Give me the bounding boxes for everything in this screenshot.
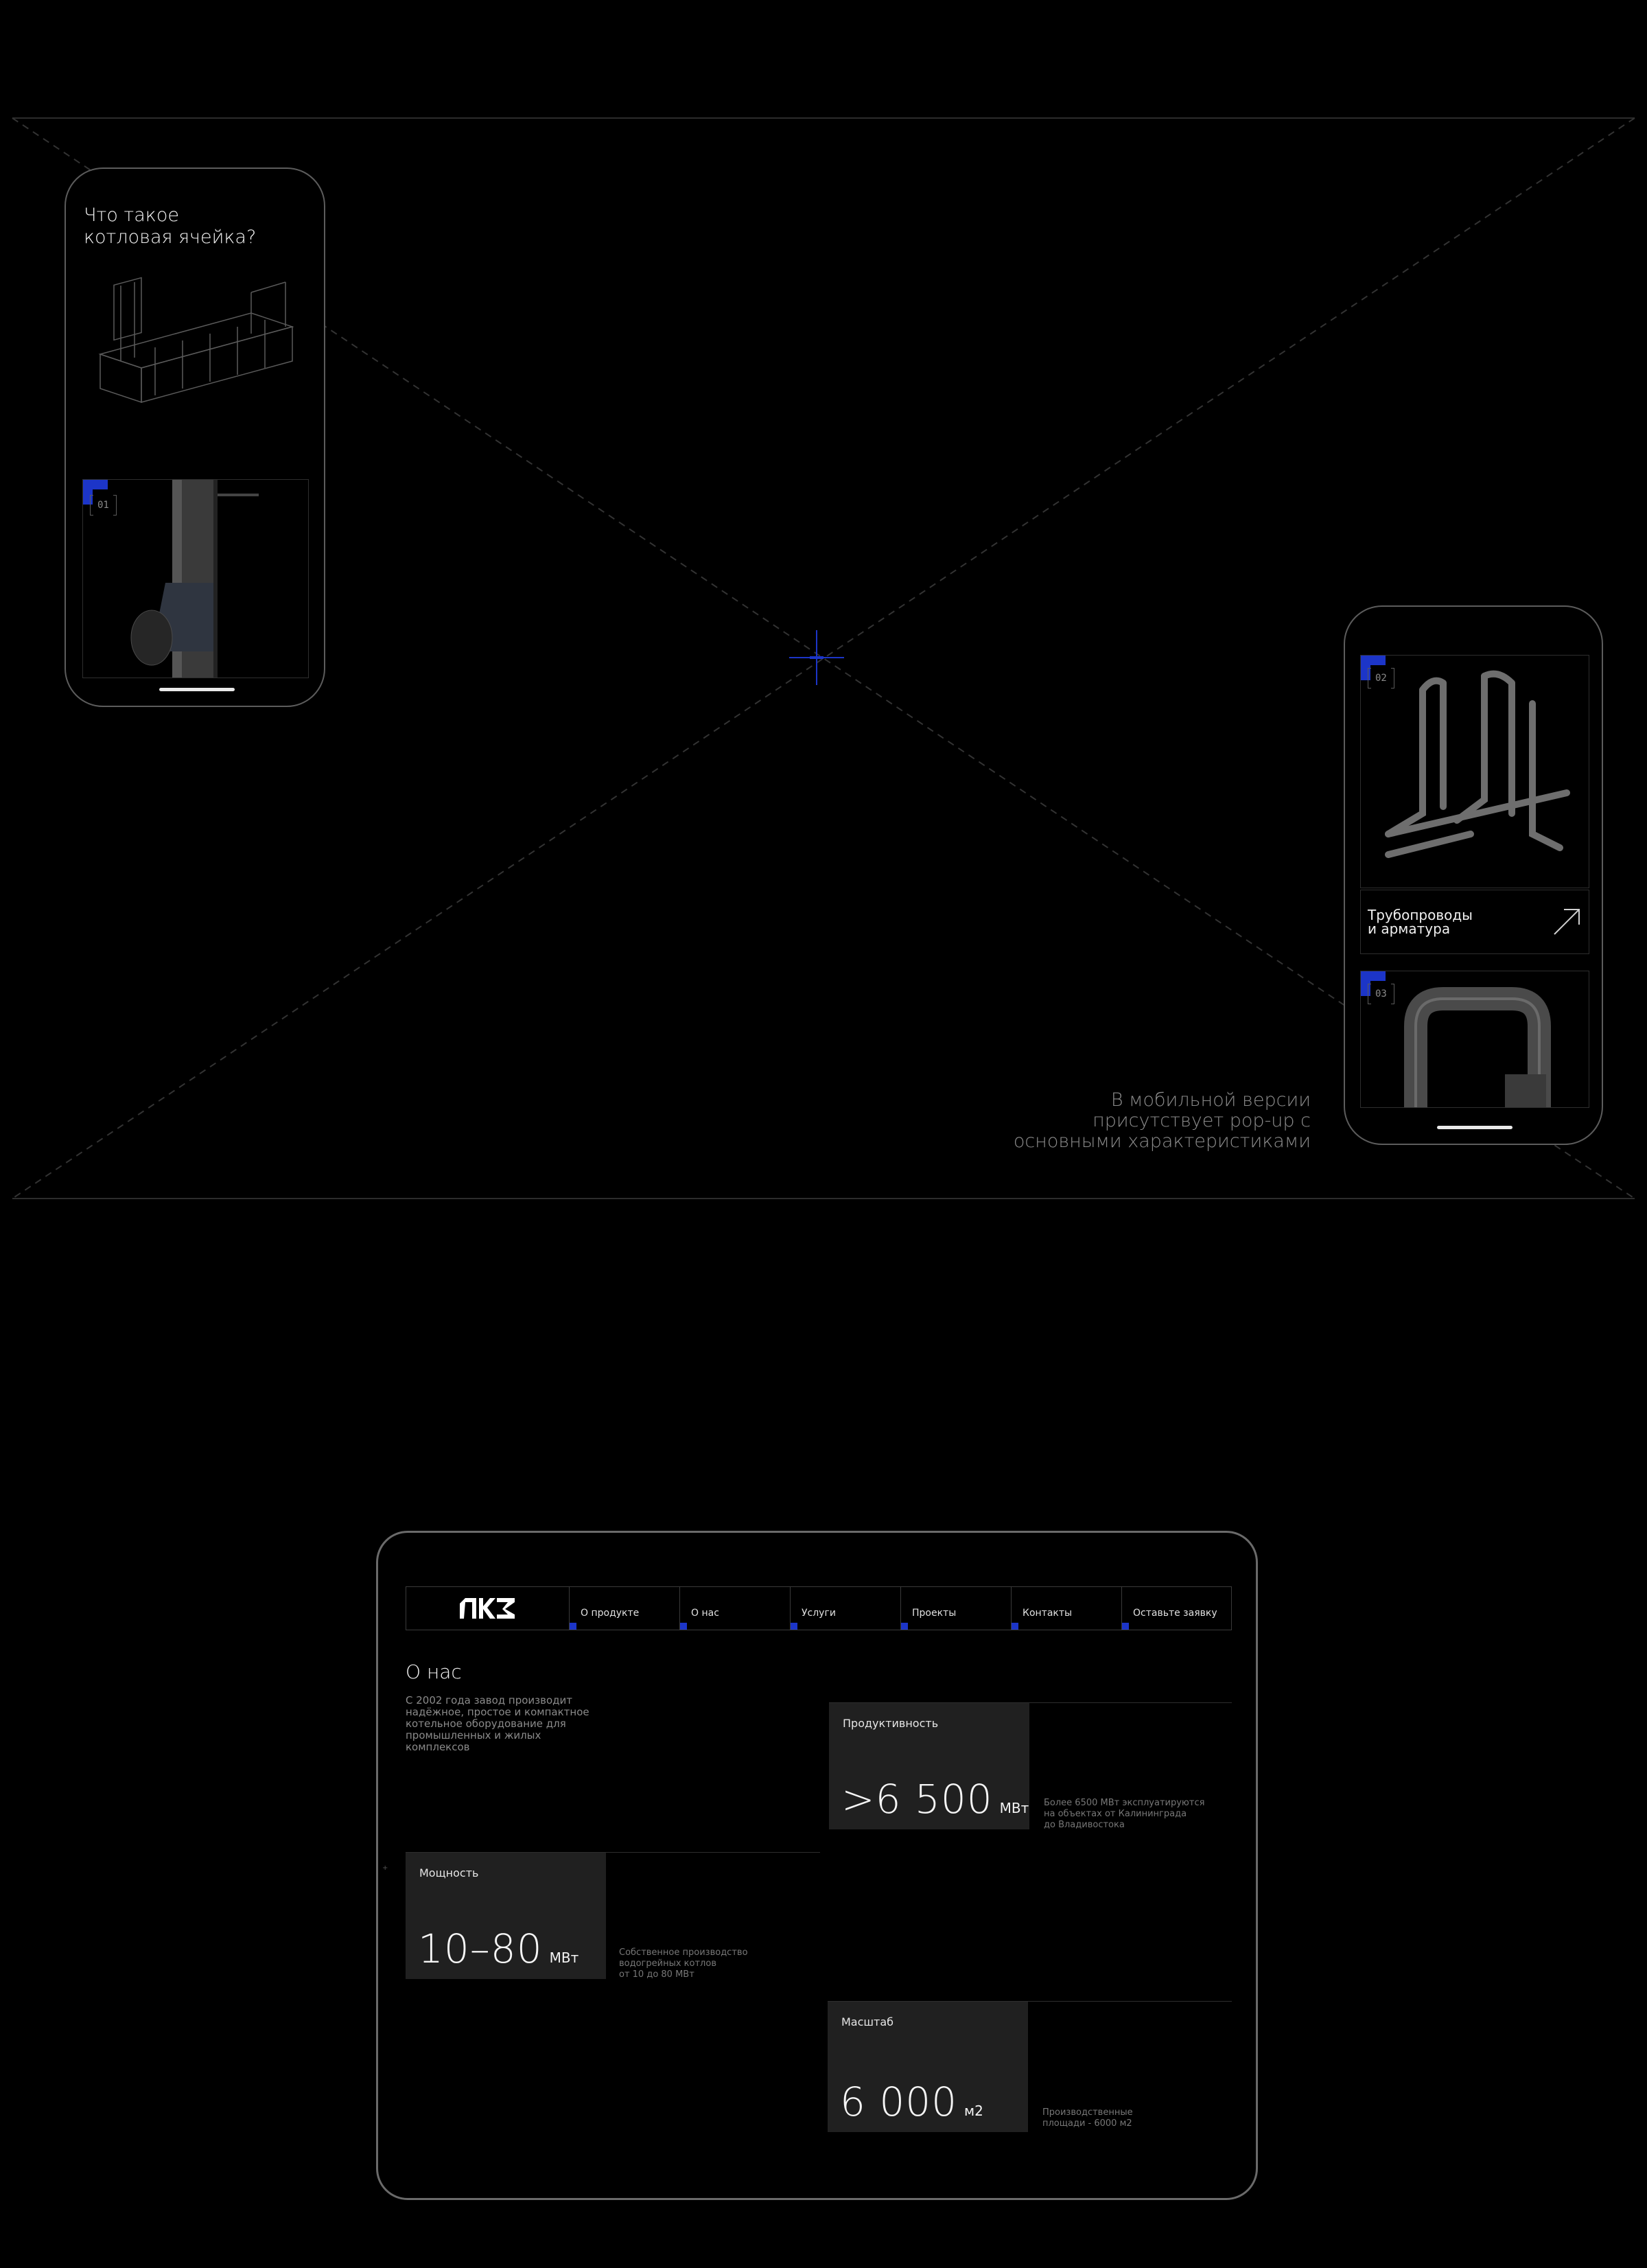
stat-unit: МВт (999, 1800, 1029, 1816)
arrow-up-right-icon[interactable] (1552, 907, 1582, 937)
home-indicator (1437, 1126, 1512, 1129)
stat-description (1044, 1798, 1222, 1831)
product-card-01[interactable] (82, 479, 309, 678)
phone-mockup-left (65, 167, 325, 707)
nav-marker (1122, 1623, 1129, 1630)
nav-marker (1012, 1623, 1018, 1630)
card-number (90, 495, 117, 516)
stat-number: 10–80 (418, 1925, 543, 1972)
stat-unit: МВт (549, 1949, 579, 1966)
pipes-image (1375, 662, 1580, 882)
nav-label: Контакты (1023, 1608, 1073, 1619)
mobile-popup-note (954, 1090, 1311, 1152)
top-navigation (406, 1586, 1232, 1630)
phone-title (84, 205, 256, 248)
chimney-image (124, 480, 289, 678)
logo-icon[interactable] (460, 1598, 515, 1619)
note-line: В мобильной версии (1110, 1089, 1311, 1111)
nav-label: О нас (691, 1608, 719, 1619)
phone-title-line: котловая ячейка? (84, 227, 257, 248)
home-indicator (159, 688, 235, 691)
caption-line: и арматура (1368, 921, 1451, 937)
nav-label: Услуги (802, 1608, 836, 1619)
note-line: основными характеристиками (1013, 1131, 1311, 1152)
nav-item-contacts[interactable] (1012, 1587, 1122, 1630)
stat-number: 6 000 (840, 2079, 958, 2125)
nav-label: Оставьте заявку (1133, 1608, 1217, 1619)
nav-label: Проекты (912, 1608, 957, 1619)
nav-item-about-product[interactable] (570, 1587, 680, 1630)
stat-desc-line: водогрейных котлов (619, 1958, 716, 1969)
stat-desc-line: до Владивостока (1044, 1820, 1125, 1830)
boiler-image (86, 272, 306, 409)
stat-value (418, 1925, 579, 1972)
crosshair-icon (789, 630, 844, 685)
section-title: О нас (406, 1660, 462, 1683)
stat-card-power (406, 1853, 606, 1979)
stat-value (841, 1776, 1029, 1822)
stat-desc-line: Собственное производство (619, 1947, 748, 1958)
plus-marker: + (382, 1864, 388, 1872)
nav-item-projects[interactable] (901, 1587, 1012, 1630)
stat-desc-line: площади - 6000 м2 (1042, 2118, 1132, 2129)
stat-card-scale (828, 2002, 1028, 2132)
stat-label: Продуктивность (843, 1717, 939, 1730)
card-number-text: 02 (1375, 673, 1387, 684)
stat-description (619, 1947, 797, 1980)
logo-cell[interactable] (406, 1587, 570, 1630)
stat-label: Мощность (419, 1866, 479, 1879)
card-caption-text (1368, 908, 1473, 936)
nav-item-about-us[interactable] (680, 1587, 791, 1630)
stat-desc-line: на объектах от Калининграда (1044, 1809, 1187, 1819)
caption-line: Трубопроводы (1368, 907, 1473, 923)
tablet-mockup (376, 1531, 1258, 2200)
stat-card-productivity (829, 1703, 1029, 1829)
stat-number: >6 500 (841, 1776, 993, 1822)
nav-label: О продукте (581, 1608, 640, 1619)
nav-item-services[interactable] (791, 1587, 901, 1630)
nav-item-request[interactable] (1122, 1587, 1231, 1630)
note-line: присутствует pop-up с (1093, 1110, 1311, 1131)
u-pipe-image (1402, 985, 1580, 1108)
card-number (1368, 984, 1394, 1004)
product-card-02[interactable] (1360, 655, 1589, 888)
nav-marker (791, 1623, 797, 1630)
stat-desc-line: от 10 до 80 МВт (619, 1969, 694, 1980)
phone-mockup-right (1344, 605, 1603, 1145)
card-number-text: 03 (1375, 988, 1387, 999)
stat-desc-line: Более 6500 МВт эксплуатируются (1044, 1798, 1205, 1808)
stat-value (840, 2079, 983, 2125)
section-description: С 2002 года завод производит надёжное, простое и компактное котельное оборудование для промышленных и жилых комплексов (406, 1694, 589, 1753)
product-card-03[interactable] (1360, 971, 1589, 1108)
stat-desc-line: Производственные (1042, 2107, 1133, 2118)
nav-marker (901, 1623, 908, 1630)
phone-title-line: Что такое (84, 205, 179, 226)
stat-unit: м2 (964, 2103, 983, 2119)
stat-description (1042, 2107, 1221, 2129)
nav-marker (680, 1623, 687, 1630)
nav-marker (570, 1623, 576, 1630)
card-caption[interactable] (1360, 890, 1589, 954)
card-number-text: 01 (97, 500, 109, 511)
stat-label: Масштаб (841, 2015, 894, 2028)
